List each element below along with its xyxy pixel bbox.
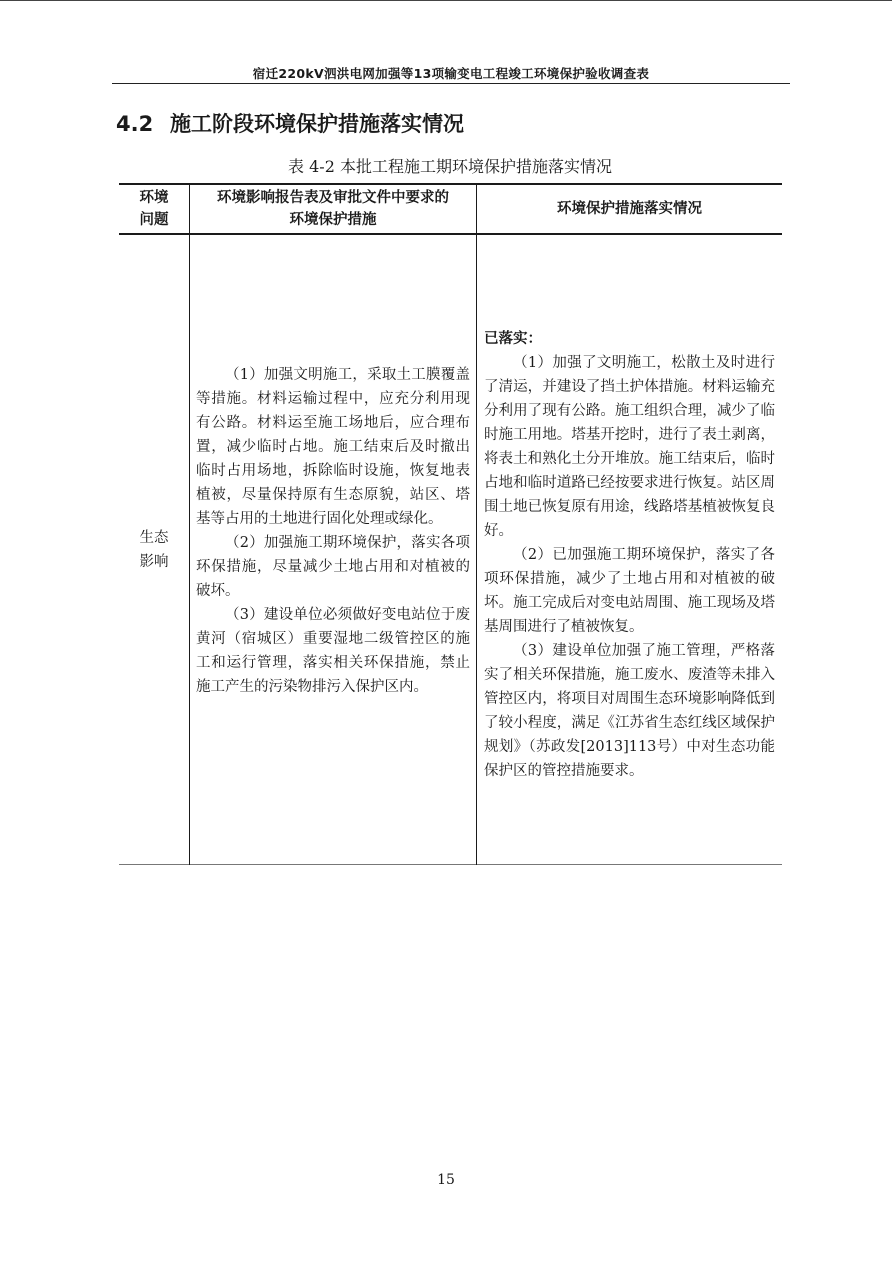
implementation-cell (484, 327, 775, 783)
table-caption: 表 4-2 本批工程施工期环境保护措施落实情况 (288, 157, 612, 176)
implementation-item-1: （1）加强了文明施工，松散土及时进行了清运，并建设了挡土护体措施。材料运输充分利用了现有公路。施工组织合理，减少了临时施工用地。塔基开挖时，进行了表土剥离，将表土和熟化土分开堆放。施工结束后，临时占地和临时道路已经按要求进行恢复。站区周围土地已恢复原有用途，线路塔基植被恢复良好。 (484, 355, 775, 539)
page-number: 15 (437, 1172, 455, 1188)
measures-table (119, 183, 782, 866)
required-measure-1: （1）加强文明施工，采取土工膜覆盖等措施。材料运输过程中，应充分利用现有公路。材料运至施工场地后，应合理布置，减少临时占地。施工结束后及时撤出临时占用场地，拆除临时设施，恢复地表植被，尽量保持原有生态原貌，站区、塔基等占用的土地进行固化处理或绿化。 (196, 367, 470, 527)
header-required-line1: 环境影响报告表及审批文件中要求的 (217, 190, 449, 206)
page-top-border (0, 0, 892, 1)
column-divider-1 (189, 183, 190, 865)
row-issue-cell (119, 235, 189, 865)
header-required-line2: 环境保护措施 (289, 212, 377, 228)
implementation-item-2: （2）已加强施工期环境保护，落实了各项环保措施，减少了土地占用和对植被的破坏。施工完成后对变电站周围、施工现场及塔基周围进行了植被恢复。 (484, 547, 775, 635)
column-divider-2 (476, 183, 477, 865)
header-issue (119, 185, 189, 233)
section-heading (116, 108, 464, 138)
header-rule (112, 83, 790, 84)
header-implementation (477, 185, 782, 233)
section-number: 4.2 (116, 112, 154, 136)
header-bottom-rule (119, 233, 782, 235)
required-measure-3: （3）建设单位必须做好变电站位于废黄河（宿城区）重要湿地二级管控区的施工和运行管理，落实相关环保措施，禁止施工产生的污染物排污入保护区内。 (196, 607, 470, 695)
required-measures-cell (196, 363, 470, 699)
section-title: 施工阶段环境保护措施落实情况 (170, 112, 464, 136)
implementation-status: 已落实： (484, 331, 542, 347)
header-required-measures (190, 185, 476, 233)
header-issue-line1: 环境 (139, 190, 169, 206)
header-implementation-label: 环境保护措施落实情况 (557, 201, 702, 217)
running-header: 宿迁220kV泗洪电网加强等13项输变电工程竣工环境保护验收调查表 (252, 66, 650, 81)
required-measure-2: （2）加强施工期环境保护，落实各项环保措施，尽量减少土地占用和对植被的破坏。 (196, 535, 470, 599)
row-issue-line1: 生态 (139, 530, 169, 546)
row-issue-line2: 影响 (139, 554, 169, 570)
implementation-item-3: （3）建设单位加强了施工管理，严格落实了相关环保措施，施工废水、废渣等未排入管控区内，将项目对周围生态环境影响降低到了较小程度，满足《江苏省生态红线区域保护规划》（苏政发[2013]113号）中对生态功能保护区的管控措施要求。 (484, 643, 775, 779)
header-issue-line2: 问题 (139, 212, 169, 228)
table-bottom-rule (119, 864, 782, 865)
